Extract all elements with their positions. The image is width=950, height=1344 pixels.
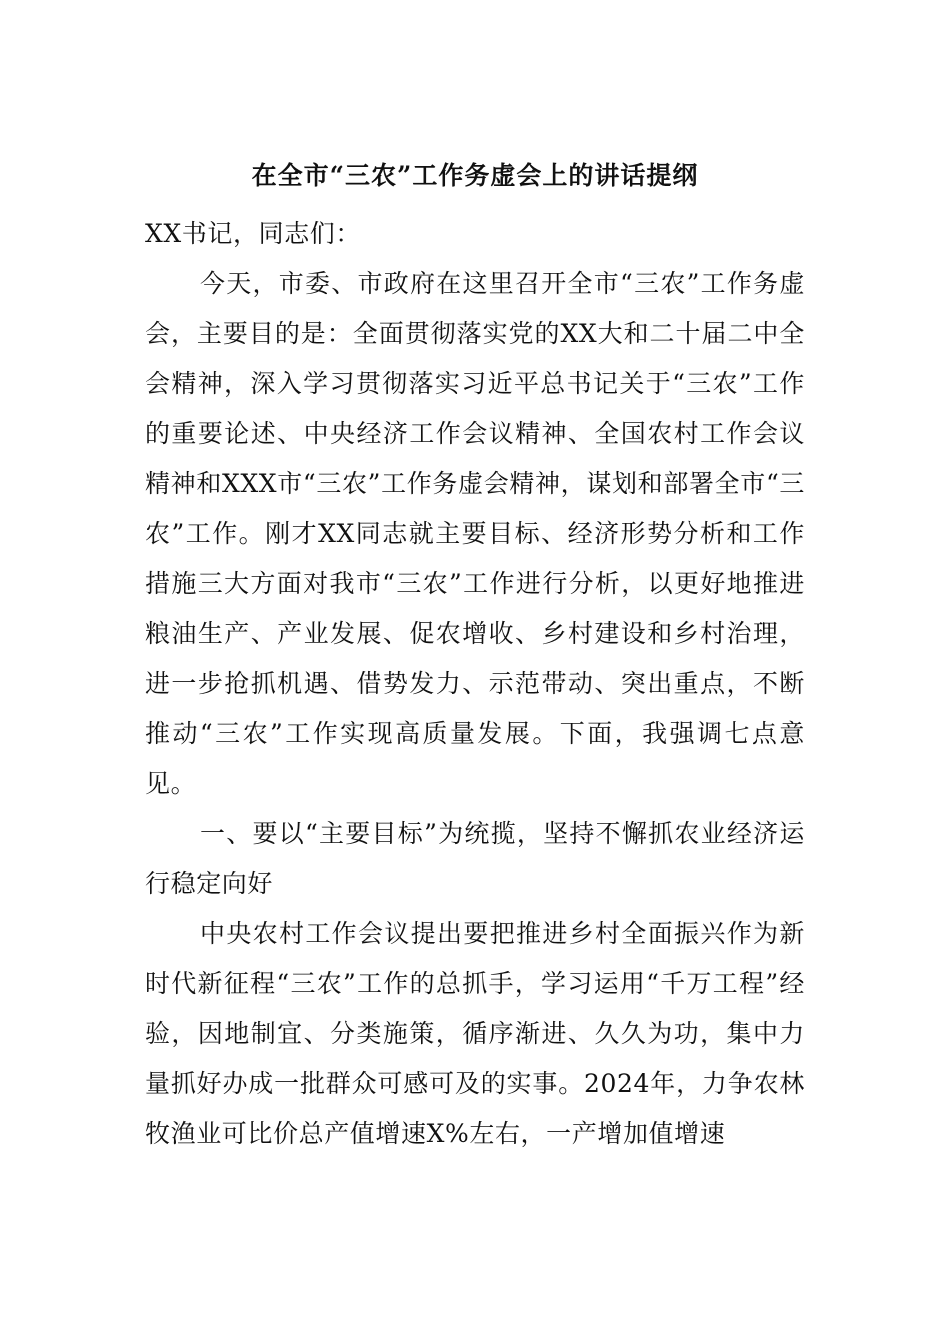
paragraph-section-1: 中央农村工作会议提出要把推进乡村全面振兴作为新时代新征程“三农”工作的总抓手，学习运用“千万工程”经验，因地制宜、分类施策，循序渐进、久久为功，集中力量抓好办成一批群众可感可及的实事。2024年，力争农林牧渔业可比价总产值增速X%左右，一产增加值增速	[145, 919, 805, 1148]
salutation: XX书记，同志们：	[145, 219, 361, 248]
document-body	[145, 209, 805, 1159]
paragraph-intro: 今天，市委、市政府在这里召开全市“三农”工作务虚会，主要目的是：全面贯彻落实党的XX大和二十届二中全会精神，深入学习贯彻落实习近平总书记关于“三农”工作的重要论述、中央经济工作会议精神、全国农村工作会议精神和XXX市“三农”工作务虚会精神，谋划和部署全市“三农”工作。刚才XX同志就主要目标、经济形势分析和工作措施三大方面对我市“三农”工作进行分析，以更好地推进粮油生产、产业发展、促农增收、乡村建设和乡村治理，进一步抢抓机遇、借势发力、示范带动、突出重点，不断推动“三农”工作实现高质量发展。下面，我强调七点意见。	[145, 269, 805, 798]
document-title: 在全市“三农”工作务虚会上的讲话提纲	[251, 161, 699, 190]
section-heading-1: 一、要以“主要目标”为统揽，坚持不懈抓农业经济运行稳定向好	[145, 819, 805, 898]
